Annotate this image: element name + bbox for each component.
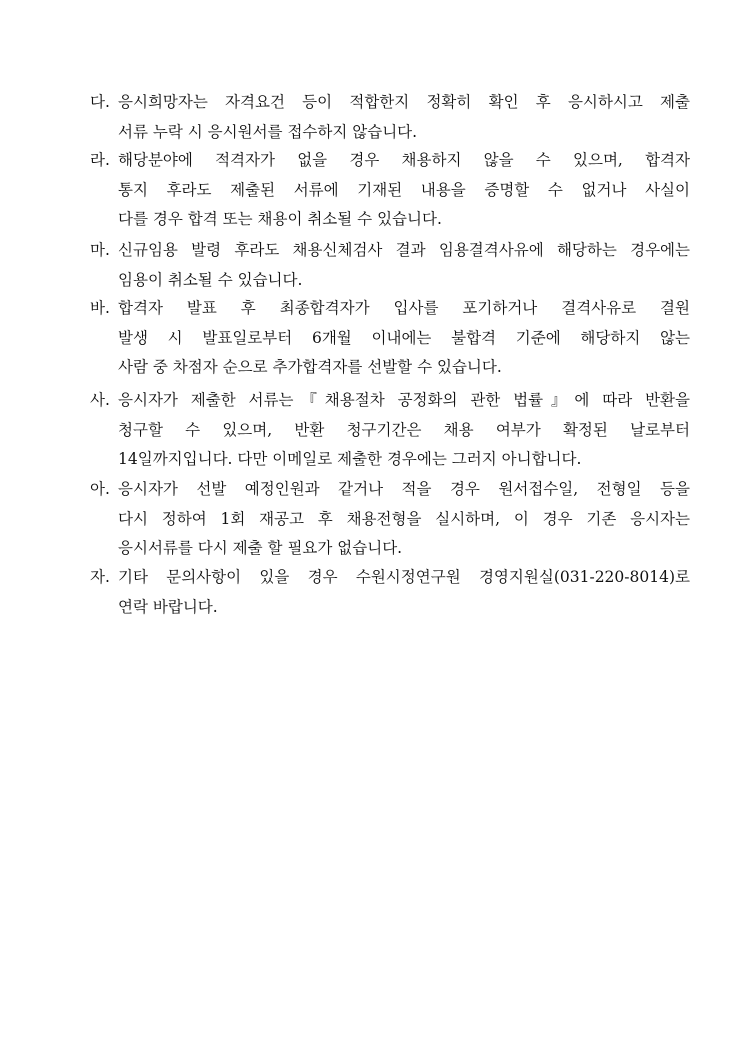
notice-item-ba [90,294,690,383]
notice-marker: 바. [90,299,110,317]
notice-line: 사람 중 차점자 순으로 추가합격자를 선발할 수 있습니다. [118,358,502,376]
notice-marker: 사. [90,391,110,409]
notice-line: 서류 누락 시 응시원서를 접수하지 않습니다. [118,122,418,141]
notice-line: 청구할 수 있으며, 반환 청구기간은 채용 여부가 확정된 날로부터 [118,420,690,439]
notice-item-sa [90,386,690,475]
notice-item-ma [90,236,690,295]
notice-body [118,146,690,235]
notice-marker: 마. [90,241,110,259]
notice-marker: 다. [90,93,110,111]
notice-line: 다시 정하여 1회 재공고 후 채용전형을 실시하며, 이 경우 기존 응시자는 [118,509,690,528]
notice-body [118,88,690,147]
notice-body [118,563,690,622]
notice-body [118,475,690,564]
notice-line: 발생 시 발표일로부터 6개월 이내에는 불합격 기준에 해당하지 않는 [118,328,690,347]
notice-line: 임용이 취소될 수 있습니다. [118,270,303,289]
notice-line: 연락 바랍니다. [118,597,218,616]
notice-marker: 아. [90,480,110,498]
notice-line: 해당분야에 적격자가 없을 경우 채용하지 않을 수 있으며, 합격자 [118,151,690,169]
notice-line: 14일까지입니다. 다만 이메일로 제출한 경우에는 그러지 아니합니다. [118,450,582,468]
notice-line: 응시자가 제출한 서류는『채용절차 공정화의 관한 법률』에 따라 반환을 [118,391,690,409]
notice-line: 응시서류를 다시 제출 할 필요가 없습니다. [118,539,403,557]
notice-marker: 라. [90,151,110,169]
notice-body [118,236,690,295]
notice-line: 다를 경우 합격 또는 채용이 취소될 수 있습니다. [118,210,442,228]
notice-marker: 자. [90,568,110,586]
notice-item-da [90,88,690,147]
notice-line: 합격자 발표 후 최종합격자가 입사를 포기하거나 결격사유로 결원 [118,299,690,317]
notice-line: 응시희망자는 자격요건 등이 적합한지 정확히 확인 후 응시하시고 제출 [118,93,690,111]
notice-item-ja [90,563,690,622]
notice-item-a [90,475,690,564]
notice-line: 기타 문의사항이 있을 경우 수원시정연구원 경영지원실(031-220-8014)로 [118,568,690,586]
notice-line: 통지 후라도 제출된 서류에 기재된 내용을 증명할 수 없거나 사실이 [118,180,690,199]
notice-body [118,294,690,383]
notice-line: 응시자가 선발 예정인원과 같거나 적을 경우 원서접수일, 전형일 등을 [118,480,690,498]
notice-item-ra [90,146,690,235]
notice-line: 신규임용 발령 후라도 채용신체검사 결과 임용결격사유에 해당하는 경우에는 [118,241,690,259]
notice-body [118,386,690,475]
